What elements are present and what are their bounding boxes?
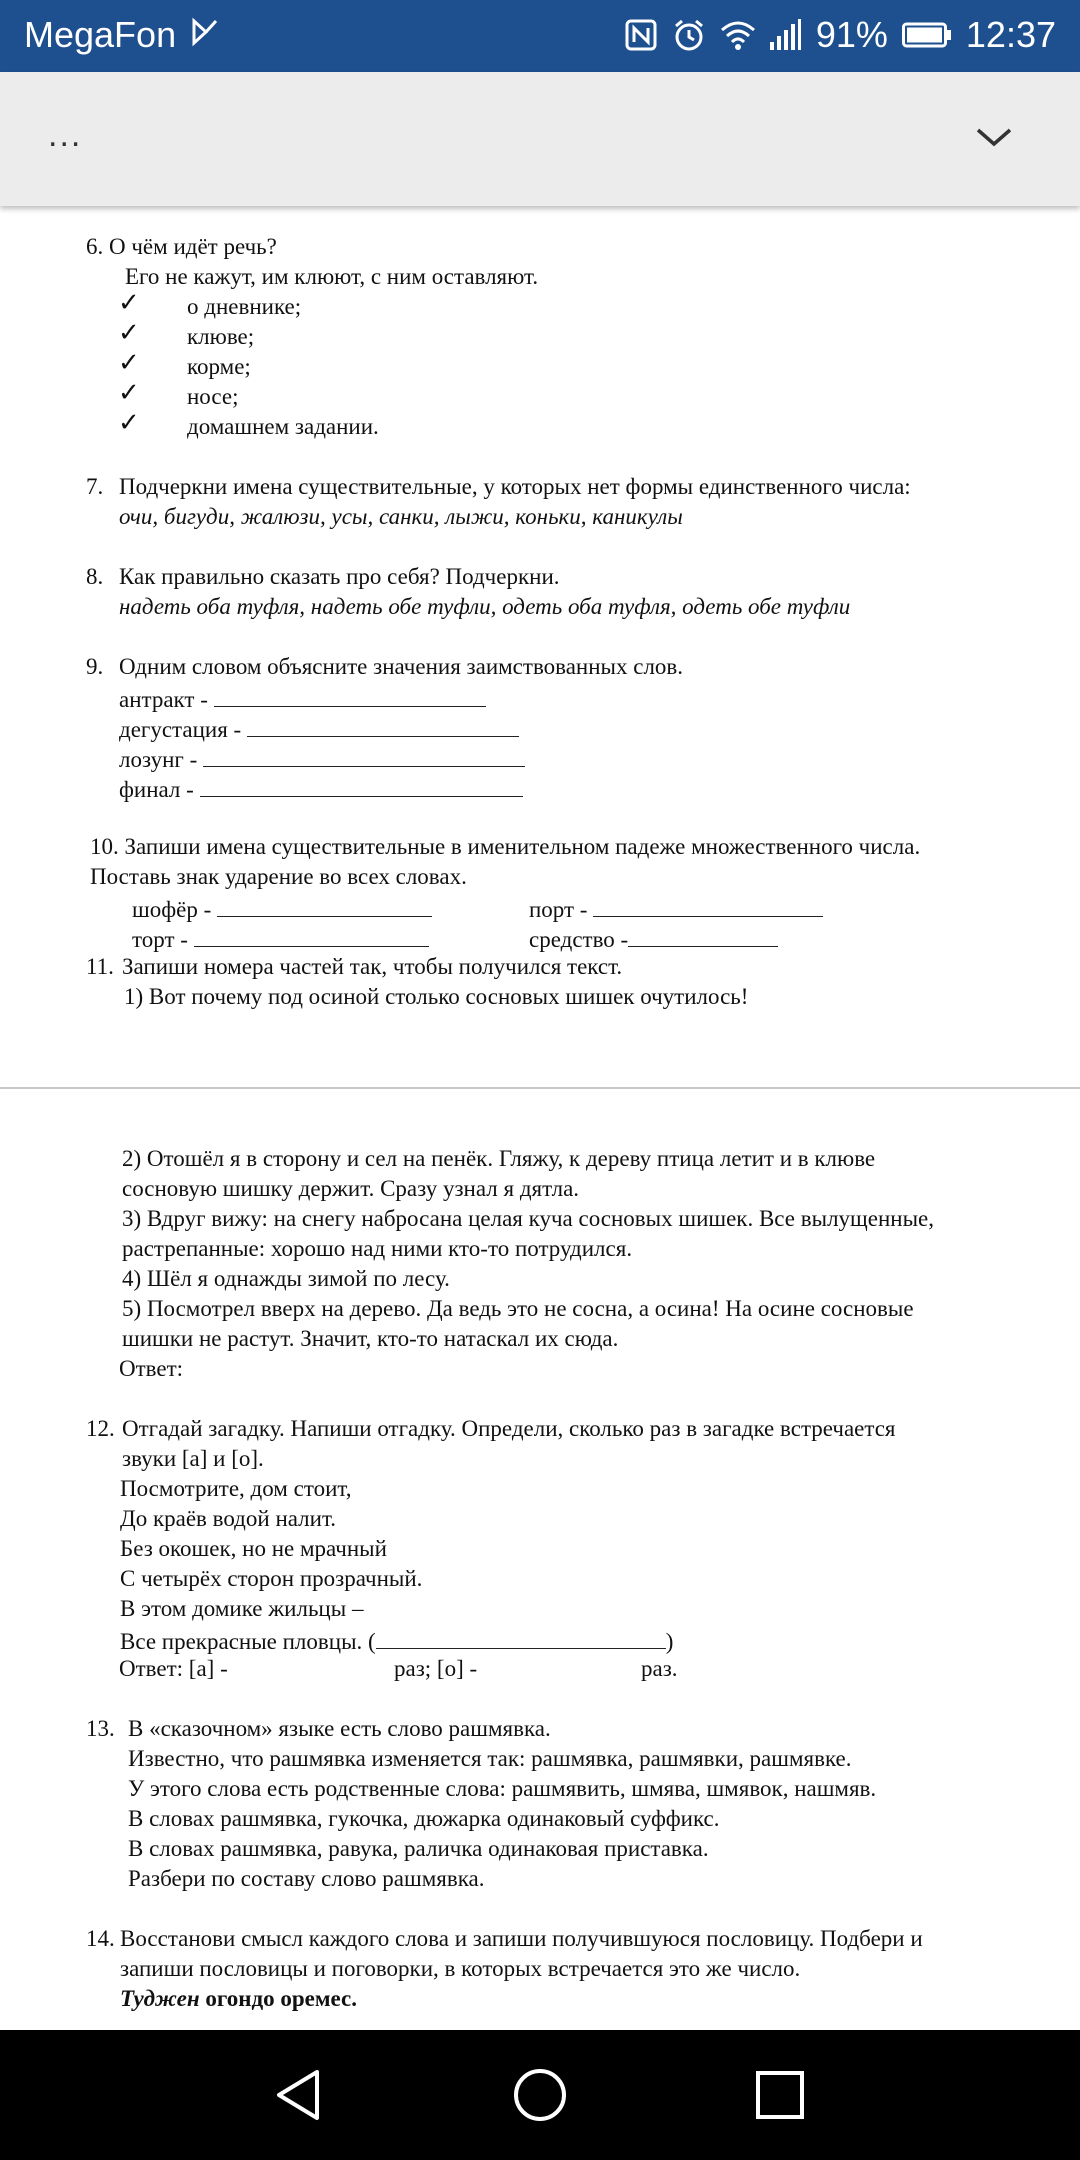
q13-line: Разбери по составу слово рашмявка. — [128, 1866, 485, 1891]
answer-blank — [376, 1624, 666, 1649]
q11-text: Запиши номера частей так, чтобы получился текст. — [122, 954, 623, 979]
answer-blank — [200, 772, 523, 797]
answer-blank — [194, 922, 429, 947]
q9-item: лозунг - — [119, 747, 198, 772]
q11-answer-label: Ответ: — [119, 1356, 184, 1381]
q13-line: Известно, что рашмявка изменяется так: рашмявка, рашмявки, рашмявке. — [128, 1746, 852, 1771]
q12-riddle-line: В этом домике жильцы – — [120, 1596, 364, 1621]
q12-riddle-line: Без окошек, но не мрачный — [120, 1536, 387, 1561]
q12-riddle-line: Посмотрите, дом стоит, — [120, 1476, 352, 1501]
answer-blank — [203, 742, 525, 767]
q6-option: домашнем задании. — [187, 414, 379, 439]
more-options-button[interactable]: ... — [48, 116, 83, 154]
check-icon: ✓ — [118, 288, 140, 317]
q6-riddle: Его не кажут, им клюют, с ним оставляют. — [125, 264, 539, 289]
answer-blank — [247, 712, 519, 737]
answer-blank — [217, 892, 432, 917]
q14-text2: запиши пословицы и поговорки, в которых встречается это же число. — [120, 1956, 801, 1981]
page-divider — [0, 1087, 1080, 1089]
answer-blank — [214, 682, 486, 707]
q13-number: 13. — [86, 1716, 115, 1741]
q13-line: У этого слова есть родственные слова: рашмявить, шмява, шмявок, нашмяв. — [128, 1776, 877, 1801]
q10-item: средство - — [529, 927, 629, 952]
q10-text2: Поставь знак ударение во всех словах. — [90, 864, 467, 889]
q13-line: В «сказочном» языке есть слово рашмявка. — [128, 1716, 551, 1741]
q11-part-4: 4) Шёл я однажды зимой по лесу. — [122, 1266, 450, 1291]
q8-number: 8. — [86, 564, 104, 589]
q9-item: дегустация - — [119, 717, 242, 742]
q14-proverb-rest: огондо оремес. — [205, 1986, 357, 2011]
recents-icon[interactable] — [745, 2060, 815, 2130]
check-icon: ✓ — [118, 408, 140, 437]
q11-number: 11. — [86, 954, 114, 979]
q14-text: Восстанови смысл каждого слова и запиши получившуюся пословицу. Подбери и — [120, 1926, 923, 1951]
q11-part-3b: растрепанные: хорошо над ними кто-то потрудился. — [122, 1236, 633, 1261]
q11-part-3a: 3) Вдруг вижу: на снегу набросана целая куча сосновых шишек. Все вылущенные, — [122, 1206, 934, 1231]
q12-times-2: раз. — [641, 1656, 678, 1681]
q14-number: 14. — [86, 1926, 115, 1951]
battery-percent: 91% — [815, 14, 888, 55]
q6-option: носе; — [187, 384, 239, 409]
q11-part-5a: 5) Посмотрел вверх на дерево. Да ведь это не сосна, а осина! На осине сосновые — [122, 1296, 914, 1321]
q11-part-2a: 2) Отошёл я в сторону и сел на пенёк. Гляжу, к дереву птица летит и в клюве — [122, 1146, 876, 1171]
q10-item: торт - — [132, 927, 188, 952]
q8-text: Как правильно сказать про себя? Подчеркни. — [119, 564, 560, 589]
carrier-label: MegaFon — [24, 14, 177, 55]
q10-text: 10. Запиши имена существительные в именительном падеже множественного числа. — [90, 834, 921, 859]
q12-riddle-line: До краёв водой налит. — [120, 1506, 337, 1531]
answer-blank — [593, 892, 823, 917]
q9-item: антракт - — [119, 687, 208, 712]
q12-close-paren: ) — [665, 1629, 674, 1654]
q12-text: Отгадай загадку. Напиши отгадку. Определи, сколько раз в загадке встречается — [122, 1416, 896, 1441]
q8-words: надеть оба туфля, надеть обе туфли, одеть оба туфля, одеть обе туфли — [119, 594, 851, 619]
q13-line: В словах рашмявка, равука, раличка одинаковая приставка. — [128, 1836, 709, 1861]
q12-text2: звуки [а] и [о]. — [122, 1446, 264, 1471]
clock: 12:37 — [965, 14, 1056, 55]
check-icon: ✓ — [118, 318, 140, 347]
q11-part-1: 1) Вот почему под осиной столько сосновых шишек очутилось! — [124, 984, 749, 1009]
q6-option: клюве; — [187, 324, 255, 349]
q10-item: порт - — [529, 897, 588, 922]
q12-riddle-line: Все прекрасные пловцы. ( — [120, 1629, 376, 1654]
check-icon: ✓ — [118, 378, 140, 407]
q10-item: шофёр - — [132, 897, 212, 922]
q12-answer-a: Ответ: [а] - — [119, 1656, 228, 1681]
q12-number: 12. — [86, 1416, 115, 1441]
q6-title: 6. О чём идёт речь? — [86, 234, 277, 259]
q11-part-5b: шишки не растут. Значит, кто-то натаскал их сюда. — [122, 1326, 619, 1351]
answer-blank — [628, 922, 778, 947]
q9-item: финал - — [119, 777, 194, 802]
q6-option: о дневнике; — [187, 294, 302, 319]
q6-option: корме; — [187, 354, 251, 379]
q11-part-2b: сосновую шишку держит. Сразу узнал я дятла. — [122, 1176, 580, 1201]
navigation-bar — [0, 2030, 1080, 2160]
q12-times-1: раз; [о] - — [394, 1656, 478, 1681]
check-icon: ✓ — [118, 348, 140, 377]
home-icon[interactable] — [505, 2060, 575, 2130]
q7-words: очи, бигуди, жалюзи, усы, санки, лыжи, коньки, каникулы — [119, 504, 683, 529]
q14-proverb-word: Туджен — [120, 1986, 200, 2011]
q9-number: 9. — [86, 654, 104, 679]
back-icon[interactable] — [265, 2060, 335, 2130]
q13-line: В словах рашмявка, гукочка, дюжарка одинаковый суффикс. — [128, 1806, 720, 1831]
q7-text: Подчеркни имена существительные, у которых нет формы единственного числа: — [119, 474, 911, 499]
q12-riddle-line: С четырёх сторон прозрачный. — [120, 1566, 423, 1591]
q7-number: 7. — [86, 474, 104, 499]
q9-text: Одним словом объясните значения заимствованных слов. — [119, 654, 684, 679]
